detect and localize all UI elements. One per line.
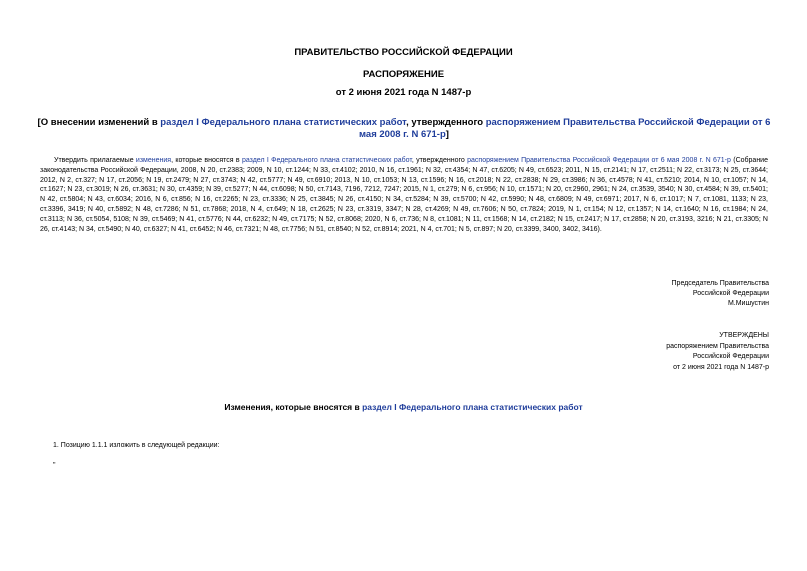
- signature-position: Председатель Правительства: [671, 280, 769, 287]
- changes-link[interactable]: изменения: [135, 157, 172, 164]
- approval-date: от 2 июня 2021 года N 1487-р: [673, 363, 769, 371]
- change-item-1: 1. Позицию 1.1.1 изложить в следующей редакции:: [53, 442, 220, 449]
- legislation-references: (Собрание законодательства Российской Федерации, 2008, N 20, ст.2383; 2009, N 10, ст.1244; N 33, ст.4102; 2010, N 16, ст.1961; N 32, ст.4354; N 47, ст.6205; N 49, ст.6523; 2011, N 15, ст.2141; N 17, ст.2511; N 22, ст.3173; N 25, ст.3644; 2012, N 2, ст.327; N 17, ст.2056; N 19, ст.2479; N 27, ст.3743; N 42, ст.5777; N 49, ст.6910; 2013, N 10, ст.1053; N 13, ст.1596; N 16, ст.2018; N 22, ст.2838; N 29, ст.3986; N 36, ст.4578; N 41, ст.5210; 2014, N 10, ст.1057; N 14, ст.1627; N 23, ст.3019; N 26, ст.3631; N 30, ст.4359; N 39, ст.5277; N 44, ст.6098; N 50, ст.7143, 7196, 7212, 7247; 2015, N 1, ст.279; N 6, ст.956; N 10, ст.1571; N 20, ст.2960, 2961; N 24, ст.3539, 3540; N 30, ст.4584; N 39, ст.5401; N 42, ст.5804; N 43, ст.6034; 2016, N 6, ст.856; N 16, ст.2265; N 23, ст.3336; N 25, ст.3845; N 26, ст.4150; N 34, ст.5284; N 39, ст.5700; N 42, ст.5990; N 48, ст.6809; N 49, ст.6971; 2017, N 6, ст.1017; N 7, ст.1081, 1133; N 23, ст.3396, 3419; N 40, ст.5892; N 48, ст.7286; N 51, ст.7868; 2018, N 4, ст.649; N 18, ст.2625; N 23, ст.3319, 3347; N 28, ст.4269; N 49, ст.7606; N 50, ст.7824; 2019, N 1, ст.154; N 12, ст.1357; N 14, ст.1640; N 16, ст.1984; N 24, ст.3113; N 36, ст.5054, 5108; N 39, ст.5469; N 41, ст.5776; N 44, ст.6232; N 49, ст.7175; N 52, ст.8068; 2020, N 6, ст.736; N 8, ст.1081; N 11, ст.1568; N 14, ст.2182; N 15, ст.2417; N 17, ст.2858; N 20, ст.3193, 3216; N 21, ст.3305; N 26, ст.4143; N 34, ст.5490; N 40, ст.6327; N 41, ст.6452; N 46, ст.7321; N 48, ст.7756; N 51, ст.8540; N 52, ст.8914; 2021, N 4, ст.701; N 5, ст.897; N 20, ст.3399, 3400, 3402, 3416).: [40, 157, 768, 233]
- approval-block: [509, 331, 769, 373]
- paragraph-text: , утвержденного: [411, 157, 468, 164]
- signature-name: М.Мишустин: [727, 300, 769, 307]
- federal-plan-section-link[interactable]: раздел I Федерального плана статистических работ: [160, 117, 407, 128]
- amendment-title-text: [О внесении изменений в: [37, 117, 161, 128]
- opening-quote: ": [53, 462, 56, 469]
- date-number-heading: от 2 июня 2021 года N 1487-р: [335, 87, 472, 98]
- main-paragraph: [40, 156, 768, 234]
- amendment-title: [36, 117, 772, 141]
- federal-plan-section-link[interactable]: раздел I Федерального плана статистических работ: [241, 157, 412, 164]
- order-671-link[interactable]: распоряжением Правительства Российской Федерации от 6 мая 2008 г. N 671-р: [467, 157, 731, 164]
- amendment-title-text: ]: [445, 129, 449, 140]
- changes-title: [0, 402, 807, 412]
- approval-line: Российской Федерации: [692, 353, 769, 360]
- amendment-title-text: , утвержденного: [406, 117, 486, 128]
- paragraph-text: , которые вносятся в: [171, 157, 242, 164]
- signature-country: Российской Федерации: [692, 290, 769, 297]
- paragraph-text: Утвердить прилагаемые: [54, 157, 136, 164]
- government-heading: ПРАВИТЕЛЬСТВО РОССИЙСКОЙ ФЕДЕРАЦИИ: [294, 47, 513, 58]
- order-671-link[interactable]: распоряжением Правительства Российской Федерации от 6 мая 2008 г. N 671-р: [359, 117, 771, 140]
- signature-block: [509, 279, 769, 309]
- federal-plan-section-link[interactable]: раздел I Федерального плана статистических работ: [362, 402, 583, 412]
- approval-heading: УТВЕРЖДЕНЫ: [719, 332, 769, 339]
- changes-title-text: Изменения, которые вносятся в: [224, 402, 363, 412]
- document-type-heading: РАСПОРЯЖЕНИЕ: [362, 69, 445, 80]
- approval-line: распоряжением Правительства: [666, 342, 769, 350]
